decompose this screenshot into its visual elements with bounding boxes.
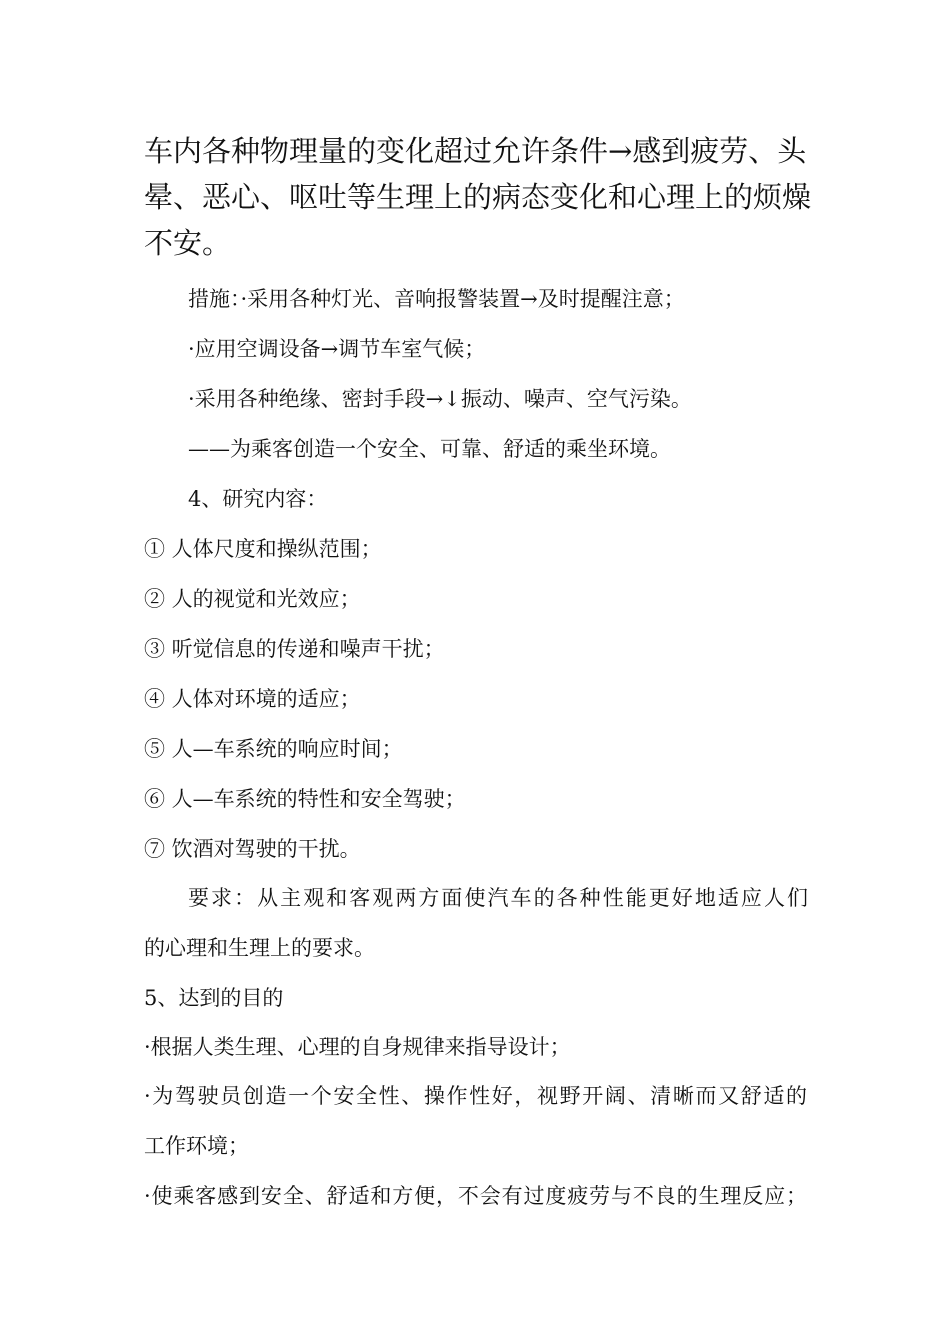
goal-item-2-line-1: ·为驾驶员创造一个安全性、操作性好，视野开阔、清晰而又舒适的 bbox=[144, 1084, 807, 1108]
research-item-3: ③ 听觉信息的传递和噪声干扰； bbox=[144, 637, 445, 661]
measure-item-3: ·采用各种绝缘、密封手段→↓振动、噪声、空气污染。 bbox=[188, 387, 692, 411]
research-item-7: ⑦ 饮酒对驾驶的干扰。 bbox=[144, 837, 361, 861]
measure-item-1: 措施：·采用各种灯光、音响报警装置→及时提醒注意； bbox=[188, 287, 685, 311]
goal-item-3: ·使乘客感到安全、舒适和方便，不会有过度疲劳与不良的生理反应； bbox=[144, 1184, 807, 1208]
intro-line-1: 车内各种物理量的变化超过允许条件→感到疲劳、头 bbox=[144, 134, 807, 168]
requirement-line-1: 要求：从主观和客观两方面使汽车的各种性能更好地适应人们 bbox=[188, 886, 808, 910]
measure-item-2: ·应用空调设备→调节车室气候； bbox=[188, 337, 486, 361]
research-heading: 4、研究内容： bbox=[188, 487, 328, 511]
requirement-line-2: 的心理和生理上的要求。 bbox=[144, 936, 375, 960]
goal-item-2-line-2: 工作环境； bbox=[144, 1134, 249, 1158]
goals-heading: 5、达到的目的 bbox=[144, 986, 284, 1010]
intro-line-3: 不安。 bbox=[144, 226, 232, 260]
research-item-2: ② 人的视觉和光效应； bbox=[144, 587, 361, 611]
measure-summary: ——为乘客创造一个安全、可靠、舒适的乘坐环境。 bbox=[188, 437, 671, 461]
research-item-4: ④ 人体对环境的适应； bbox=[144, 687, 361, 711]
research-item-5: ⑤ 人—车系统的响应时间； bbox=[144, 737, 403, 761]
research-item-6: ⑥ 人—车系统的特性和安全驾驶； bbox=[144, 787, 466, 811]
goal-item-1: ·根据人类生理、心理的自身规律来指导设计； bbox=[144, 1035, 571, 1059]
research-item-1: ① 人体尺度和操纵范围； bbox=[144, 537, 382, 561]
intro-line-2: 晕、恶心、呕吐等生理上的病态变化和心理上的烦燥 bbox=[144, 180, 812, 214]
